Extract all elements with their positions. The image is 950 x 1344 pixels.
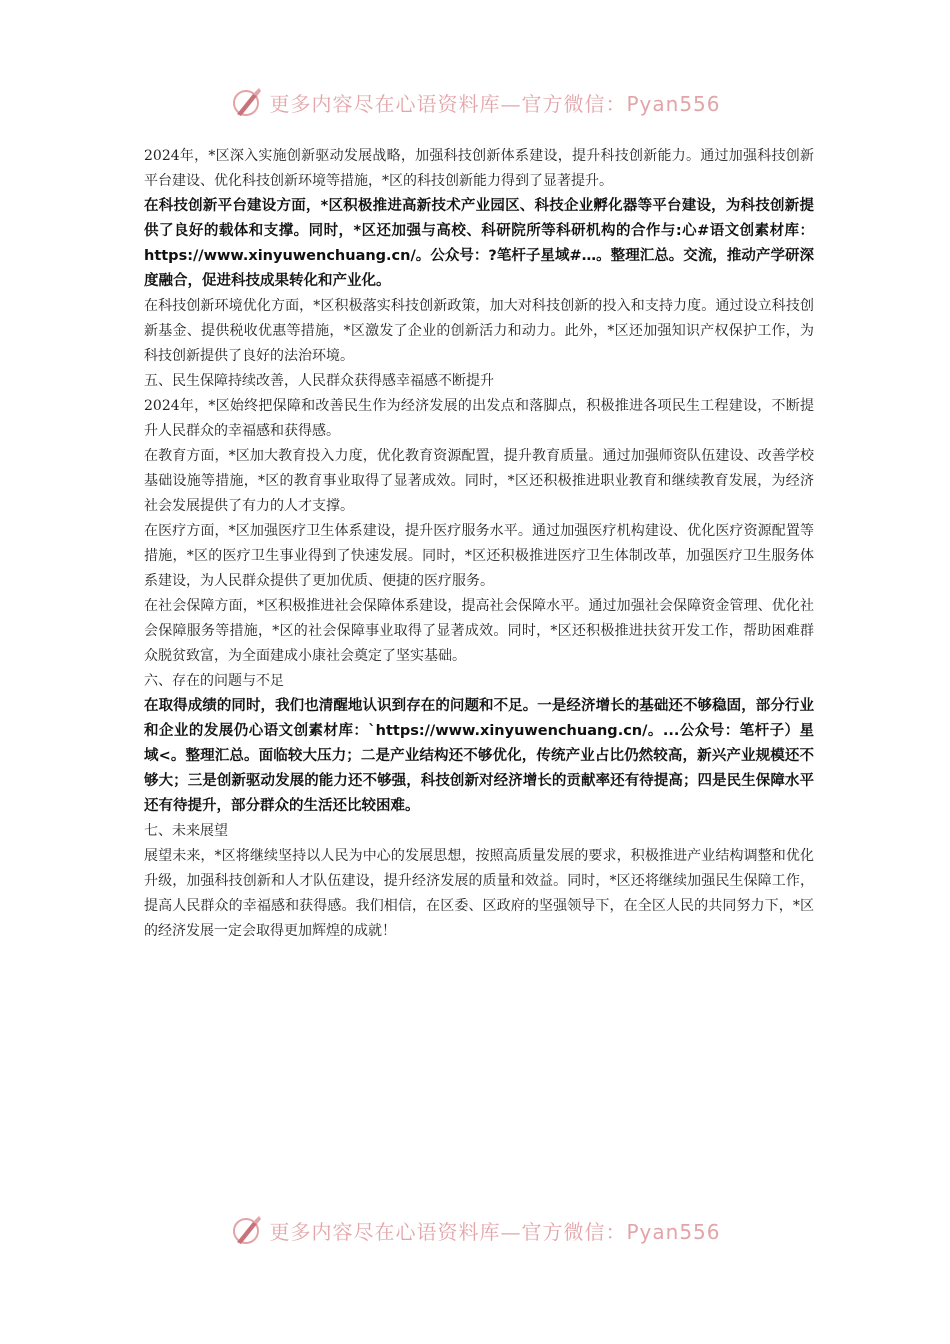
header-banner	[0, 82, 950, 122]
section-heading: 六、存在的问题与不足	[144, 673, 284, 689]
paragraph: 在教育方面，*区加大教育投入力度，优化教育资源配置，提升教育质量。通过加强师资队伍建设、改善学校基础设施等措施，*区的教育事业取得了显著成效。同时，*区还积极推进职业教育和继续教育发展，为经济社会发展提供了有力的人才支撑。	[144, 448, 814, 514]
paragraph-bold: 在科技创新平台建设方面，*区积极推进高新技术产业园区、科技企业孵化器等平台建设，为科技创新提供了良好的载体和支撑。同时，*区还加强与高校、科研院所等科研机构的合作与:心#语文创素材库：https://www.xinyuwenchuang.cn/。公众号：?笔杆子星域#…。整理汇总。交流，推动产学研深度融合，促进科技成果转化和产业化。	[144, 198, 814, 289]
paragraph: 在医疗方面，*区加强医疗卫生体系建设，提升医疗服务水平。通过加强医疗机构建设、优化医疗资源配置等措施，*区的医疗卫生事业得到了快速发展。同时，*区还积极推进医疗卫生体制改革，加强医疗卫生服务体系建设，为人民群众提供了更加优质、便捷的医疗服务。	[144, 523, 814, 589]
banner-text: 更多内容尽在心语资料库—官方微信：Pyan556	[269, 1219, 721, 1244]
paragraph: 在社会保障方面，*区积极推进社会保障体系建设，提高社会保障水平。通过加强社会保障资金管理、优化社会保障服务等措施，*区的社会保障事业取得了显著成效。同时，*区还积极推进扶贫开发工作，帮助困难群众脱贫致富，为全面建成小康社会奠定了坚实基础。	[144, 598, 814, 664]
wechat-id: Pyan556	[626, 1219, 721, 1244]
pen-circle-logo-icon	[229, 84, 265, 120]
paragraph: 在科技创新环境优化方面，*区积极落实科技创新政策，加大对科技创新的投入和支持力度。通过设立科技创新基金、提供税收优惠等措施，*区激发了企业的创新活力和动力。此外，*区还加强知识产权保护工作，为科技创新提供了良好的法治环境。	[144, 298, 814, 364]
wechat-id: Pyan556	[626, 91, 721, 116]
document-body	[144, 144, 814, 944]
paragraph: 展望未来，*区将继续坚持以人民为中心的发展思想，按照高质量发展的要求，积极推进产业结构调整和优化升级，加强科技创新和人才队伍建设，提升经济发展的质量和效益。同时，*区还将继续加强民生保障工作，提高人民群众的幸福感和获得感。我们相信，在区委、区政府的坚强领导下，在全区人民的共同努力下，*区的经济发展一定会取得更加辉煌的成就！	[144, 848, 814, 939]
paragraph: 2024年，*区深入实施创新驱动发展战略，加强科技创新体系建设，提升科技创新能力。通过加强科技创新平台建设、优化科技创新环境等措施，*区的科技创新能力得到了显著提升。	[144, 148, 814, 189]
section-heading: 七、未来展望	[144, 823, 228, 839]
banner-text: 更多内容尽在心语资料库—官方微信：Pyan556	[269, 91, 721, 116]
paragraph: 2024年，*区始终把保障和改善民生作为经济发展的出发点和落脚点，积极推进各项民生工程建设，不断提升人民群众的幸福感和获得感。	[144, 398, 814, 439]
pen-circle-logo-icon	[229, 1212, 265, 1248]
section-heading: 五、民生保障持续改善，人民群众获得感幸福感不断提升	[144, 373, 494, 389]
paragraph-bold: 在取得成绩的同时，我们也清醒地认识到存在的问题和不足。一是经济增长的基础还不够稳固，部分行业和企业的发展仍心语文创素材库：`https://www.xinyuwenchuang.cn/。...公众号：笔杆子）星域<。整理汇总。面临较大压力；二是产业结构还不够优化，传统产业占比仍然较高，新兴产业规模还不够大；三是创新驱动发展的能力还不够强，科技创新对经济增长的贡献率还有待提高；四是民生保障水平还有待提升，部分群众的生活还比较困难。	[144, 698, 814, 814]
footer-banner	[0, 1210, 950, 1250]
